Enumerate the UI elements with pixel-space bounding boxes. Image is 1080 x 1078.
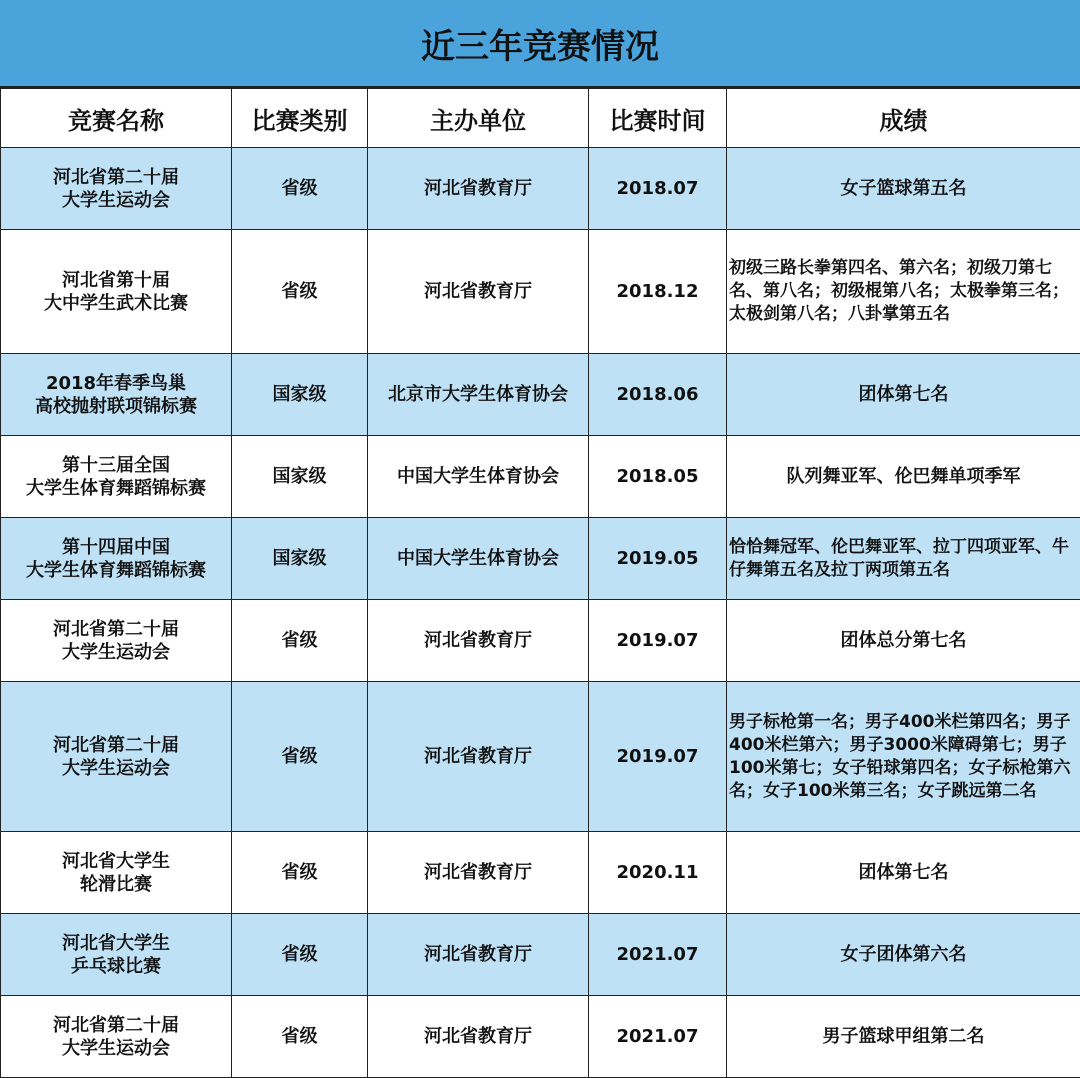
table-row xyxy=(1,354,1080,436)
cell-organizer: 河北省教育厅 xyxy=(368,230,589,354)
cell-result: 女子篮球第五名 xyxy=(727,148,1080,230)
cell-organizer: 河北省教育厅 xyxy=(368,682,589,832)
cell-name: 第十三届全国 大学生体育舞蹈锦标赛 xyxy=(1,436,232,518)
cell-category: 省级 xyxy=(232,996,368,1078)
cell-category: 省级 xyxy=(232,914,368,996)
header-row xyxy=(1,89,1080,148)
cell-organizer: 河北省教育厅 xyxy=(368,832,589,914)
table-row xyxy=(1,832,1080,914)
cell-category: 国家级 xyxy=(232,354,368,436)
cell-result: 男子篮球甲组第二名 xyxy=(727,996,1080,1078)
cell-date: 2018.07 xyxy=(589,148,727,230)
table-row xyxy=(1,148,1080,230)
cell-date: 2018.12 xyxy=(589,230,727,354)
table-row xyxy=(1,518,1080,600)
cell-organizer: 河北省教育厅 xyxy=(368,914,589,996)
cell-date: 2018.06 xyxy=(589,354,727,436)
cell-organizer: 中国大学生体育协会 xyxy=(368,518,589,600)
cell-category: 省级 xyxy=(232,148,368,230)
cell-name: 河北省第二十届 大学生运动会 xyxy=(1,682,232,832)
cell-name: 河北省第二十届 大学生运动会 xyxy=(1,996,232,1078)
cell-result: 男子标枪第一名；男子400米栏第四名；男子400米栏第六；男子3000米障碍第七；男子100米第七；女子铅球第四名；女子标枪第六名；女子100米第三名；女子跳远第二名 xyxy=(727,682,1080,832)
cell-date: 2019.05 xyxy=(589,518,727,600)
cell-category: 省级 xyxy=(232,832,368,914)
cell-name: 2018年春季鸟巢 高校抛射联项锦标赛 xyxy=(1,354,232,436)
cell-category: 省级 xyxy=(232,230,368,354)
cell-result: 团体总分第七名 xyxy=(727,600,1080,682)
cell-result: 队列舞亚军、伦巴舞单项季军 xyxy=(727,436,1080,518)
cell-date: 2019.07 xyxy=(589,682,727,832)
table-row xyxy=(1,914,1080,996)
table-row xyxy=(1,436,1080,518)
cell-category: 国家级 xyxy=(232,518,368,600)
cell-name: 河北省第二十届 大学生运动会 xyxy=(1,600,232,682)
cell-date: 2021.07 xyxy=(589,914,727,996)
cell-name: 第十四届中国 大学生体育舞蹈锦标赛 xyxy=(1,518,232,600)
competition-table xyxy=(0,88,1080,1078)
cell-date: 2021.07 xyxy=(589,996,727,1078)
cell-name: 河北省第二十届 大学生运动会 xyxy=(1,148,232,230)
cell-organizer: 河北省教育厅 xyxy=(368,600,589,682)
column-header-result: 成绩 xyxy=(727,89,1080,148)
table-row xyxy=(1,600,1080,682)
cell-date: 2018.05 xyxy=(589,436,727,518)
cell-result: 团体第七名 xyxy=(727,832,1080,914)
cell-name: 河北省大学生 乒乓球比赛 xyxy=(1,914,232,996)
cell-category: 省级 xyxy=(232,600,368,682)
cell-category: 国家级 xyxy=(232,436,368,518)
cell-organizer: 河北省教育厅 xyxy=(368,148,589,230)
column-header-name: 竞赛名称 xyxy=(1,89,232,148)
cell-result: 女子团体第六名 xyxy=(727,914,1080,996)
cell-date: 2020.11 xyxy=(589,832,727,914)
table-title: 近三年竞赛情况 xyxy=(0,0,1080,88)
cell-result: 团体第七名 xyxy=(727,354,1080,436)
cell-category: 省级 xyxy=(232,682,368,832)
cell-organizer: 河北省教育厅 xyxy=(368,996,589,1078)
column-header-date: 比赛时间 xyxy=(589,89,727,148)
cell-organizer: 北京市大学生体育协会 xyxy=(368,354,589,436)
cell-name: 河北省第十届 大中学生武术比赛 xyxy=(1,230,232,354)
cell-result: 初级三路长拳第四名、第六名；初级刀第七名、第八名；初级棍第八名；太极拳第三名；太极剑第八名；八卦掌第五名 xyxy=(727,230,1080,354)
column-header-organizer: 主办单位 xyxy=(368,89,589,148)
cell-organizer: 中国大学生体育协会 xyxy=(368,436,589,518)
table-row xyxy=(1,230,1080,354)
table-row xyxy=(1,682,1080,832)
table-row xyxy=(1,996,1080,1078)
cell-result: 恰恰舞冠军、伦巴舞亚军、拉丁四项亚军、牛仔舞第五名及拉丁两项第五名 xyxy=(727,518,1080,600)
cell-date: 2019.07 xyxy=(589,600,727,682)
column-header-category: 比赛类别 xyxy=(232,89,368,148)
cell-name: 河北省大学生 轮滑比赛 xyxy=(1,832,232,914)
